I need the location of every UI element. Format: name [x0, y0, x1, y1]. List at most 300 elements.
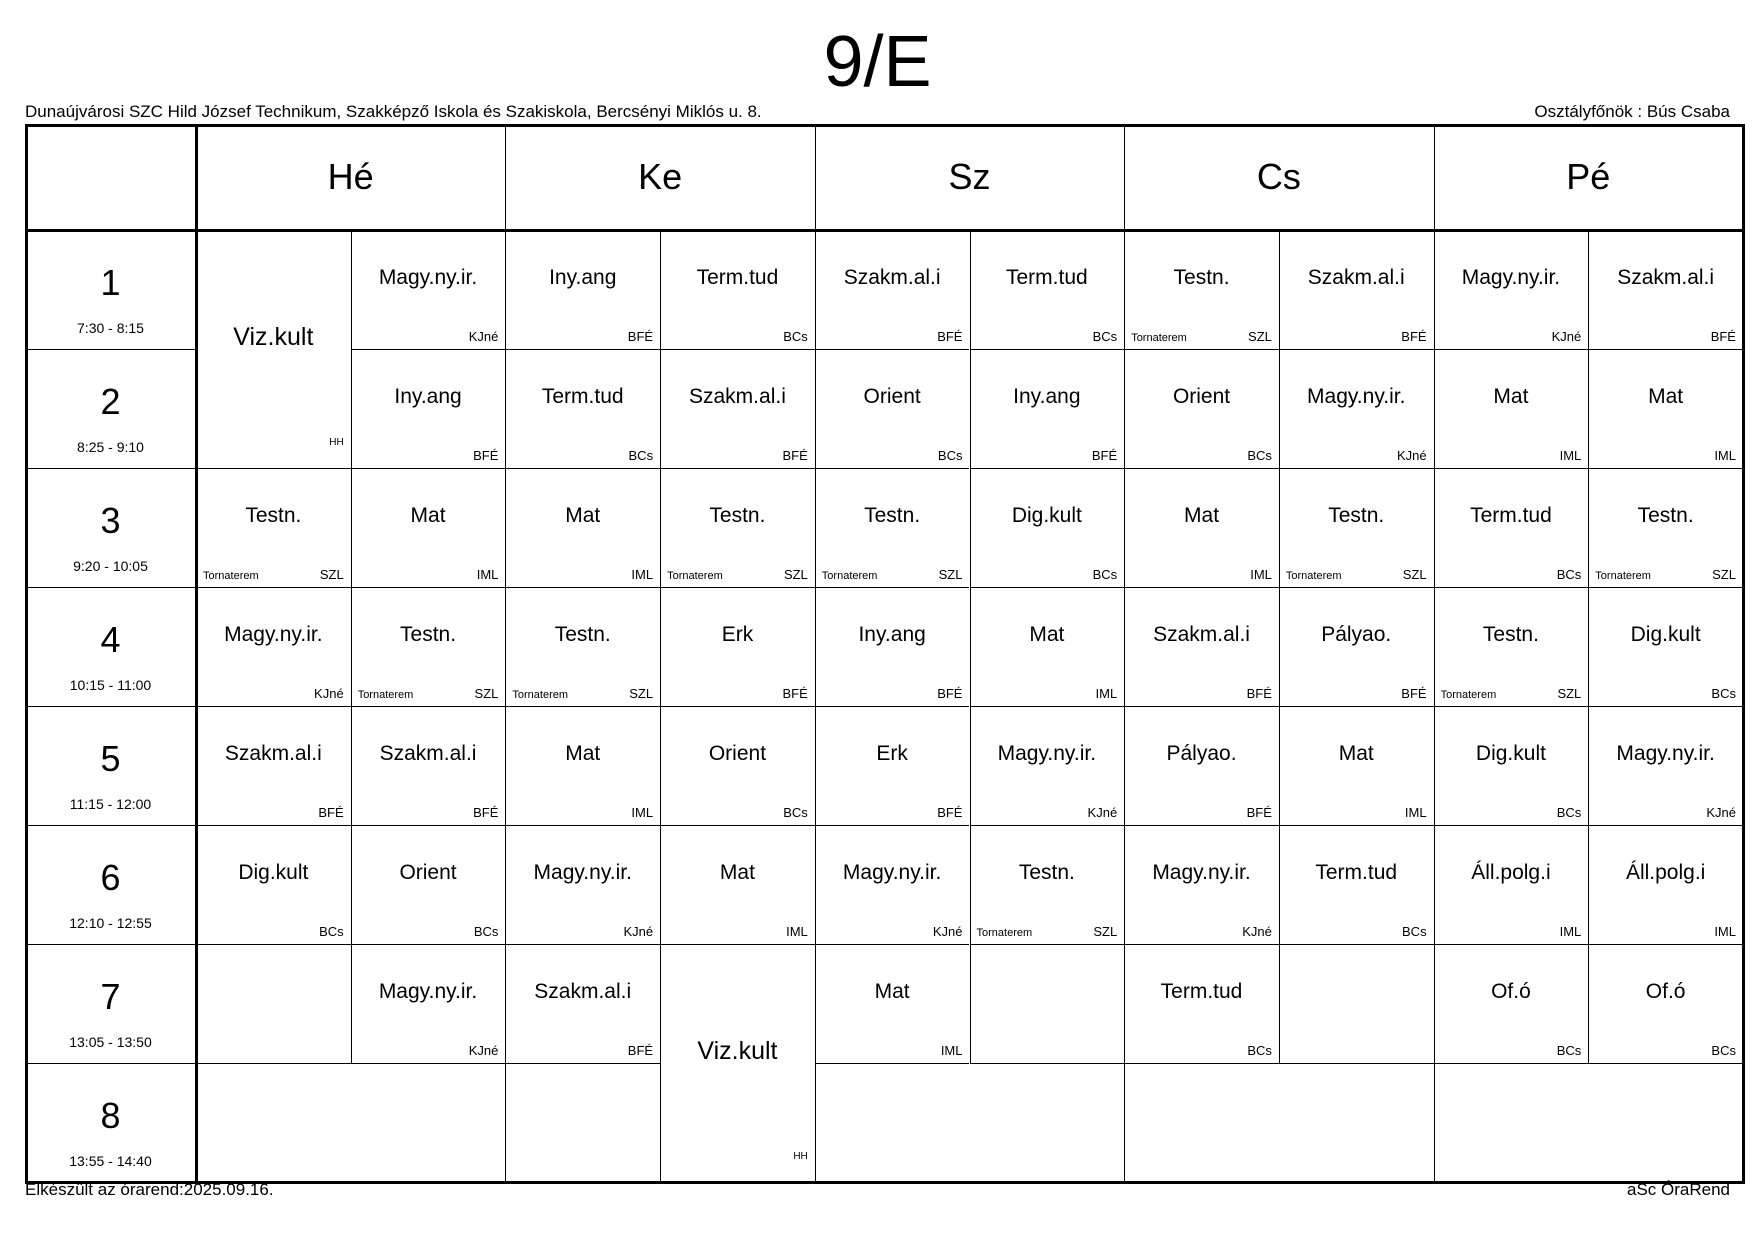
- row-separator: [1279, 468, 1434, 469]
- row-separator: [970, 349, 1125, 350]
- school-name: Dunaújvárosi SZC Hild József Technikum, Szakképző Iskola és Szakiskola, Bercsényi Miklós u. 8.: [25, 102, 762, 121]
- lesson-cell: [660, 825, 815, 944]
- lesson-subject: Szakm.al.i: [1153, 622, 1250, 646]
- lesson-cell: [1124, 587, 1279, 706]
- lesson-cell: [505, 944, 660, 1063]
- lesson-room: Tornaterem: [203, 570, 259, 582]
- row-separator: [1588, 825, 1743, 826]
- lesson-cell: [351, 468, 506, 587]
- period-row-separator: [25, 706, 196, 707]
- lesson-room: Tornaterem: [1131, 332, 1187, 344]
- half-column-separator: [1279, 825, 1280, 944]
- lesson-subject: Magy.ny.ir.: [1152, 860, 1251, 884]
- lesson-cell: [1588, 349, 1743, 468]
- lesson-teacher: BFÉ: [782, 448, 808, 463]
- lesson-cell: [1434, 706, 1589, 825]
- lesson-cell: [1279, 706, 1434, 825]
- lesson-teacher: IML: [1559, 448, 1582, 463]
- half-column-separator: [970, 706, 971, 825]
- period-column-separator: [195, 124, 198, 1182]
- lesson-subject: Testn.: [1637, 503, 1694, 527]
- lesson-subject: Erk: [721, 622, 754, 646]
- row-separator: [1279, 349, 1434, 350]
- lesson-cell: [1434, 349, 1589, 468]
- lesson-subject: Magy.ny.ir.: [533, 860, 632, 884]
- day-header-3: Cs: [1256, 156, 1301, 197]
- lesson-subject: Term.tud: [1160, 979, 1243, 1003]
- row-separator: [970, 706, 1125, 707]
- outer-border-left: [25, 124, 28, 1184]
- lesson-cell: [660, 706, 815, 825]
- row-separator: [351, 587, 506, 588]
- lesson-teacher: BCs: [1402, 924, 1427, 939]
- lesson-subject: Mat: [410, 503, 446, 527]
- lesson-cell: [815, 944, 970, 1063]
- lesson-room: Tornaterem: [1595, 570, 1651, 582]
- row-separator: [970, 468, 1125, 469]
- row-separator: [660, 706, 815, 707]
- lesson-subject: Dig.kult: [238, 860, 309, 884]
- half-column-separator: [970, 587, 971, 706]
- lesson-teacher: BFÉ: [473, 805, 499, 820]
- half-column-separator: [660, 230, 661, 349]
- row-separator: [505, 944, 660, 945]
- lesson-subject: Dig.kult: [1630, 622, 1701, 646]
- lesson-teacher: BCs: [1247, 1043, 1272, 1058]
- row-separator: [1124, 706, 1279, 707]
- lesson-subject: Magy.ny.ir.: [378, 265, 478, 289]
- row-separator: [660, 944, 815, 945]
- row-separator: [1434, 944, 1589, 945]
- lesson-teacher: BCs: [319, 924, 344, 939]
- lesson-cell: [505, 230, 660, 349]
- lesson-subject: Iny.ang: [394, 384, 462, 408]
- period-number: 6: [100, 857, 121, 898]
- day-separator: [815, 124, 816, 1182]
- lesson-teacher: SZL: [474, 686, 499, 701]
- lesson-subject: Mat: [1029, 622, 1065, 646]
- half-column-separator: [1279, 706, 1280, 825]
- period-time: 10:15 - 11:00: [69, 677, 152, 693]
- lesson-subject: Term.tud: [1315, 860, 1398, 884]
- lesson-subject: Viz.kult: [233, 323, 314, 351]
- lesson-cell: [1124, 468, 1279, 587]
- generated-date: Elkészült az órarend:2025.09.16.: [25, 1180, 274, 1199]
- lesson-teacher: SZL: [1093, 924, 1118, 939]
- row-separator: [1588, 587, 1743, 588]
- outer-border-top: [25, 124, 1743, 127]
- row-separator: [351, 1063, 506, 1064]
- half-column-separator: [970, 230, 971, 349]
- period-number: 8: [100, 1095, 121, 1136]
- lesson-teacher: SZL: [1712, 567, 1736, 582]
- half-column-separator: [351, 468, 352, 587]
- row-separator: [660, 587, 815, 588]
- lesson-cell: [196, 468, 351, 587]
- row-separator: [196, 825, 351, 826]
- lesson-room: Tornaterem: [976, 927, 1033, 939]
- lesson-subject: Term.tud: [1470, 503, 1552, 527]
- lesson-teacher: BFÉ: [473, 448, 499, 463]
- row-separator: [196, 468, 351, 469]
- period-number: 3: [100, 500, 121, 541]
- lesson-subject: Magy.ny.ir.: [1461, 265, 1561, 289]
- lesson-cell: [1434, 468, 1589, 587]
- lesson-subject: Szakm.al.i: [843, 265, 941, 289]
- lesson-teacher: IML: [786, 924, 808, 939]
- half-column-separator: [351, 944, 352, 1063]
- lesson-subject: Pályao.: [1321, 622, 1392, 646]
- row-separator: [351, 349, 506, 350]
- lesson-subject: Mat: [565, 741, 601, 765]
- lesson-subject: Erk: [876, 741, 908, 765]
- lesson-cell: [1588, 944, 1743, 1063]
- period-number: 1: [100, 262, 121, 303]
- period-row-separator: [25, 825, 196, 826]
- half-column-separator: [1588, 230, 1589, 349]
- lesson-teacher: BCs: [783, 805, 808, 820]
- lesson-cell: [351, 944, 506, 1063]
- lesson-subject: Orient: [1172, 384, 1231, 408]
- lesson-subject: Mat: [1338, 741, 1374, 765]
- lesson-cell: [351, 349, 506, 468]
- lesson-teacher: BFÉ: [1710, 329, 1736, 344]
- half-column-separator: [970, 349, 971, 468]
- half-column-separator: [1588, 349, 1589, 468]
- lesson-room: Tornaterem: [821, 570, 878, 582]
- row-separator: [505, 587, 660, 588]
- period-row-separator: [25, 1063, 196, 1064]
- half-column-separator: [660, 587, 661, 706]
- period-time: 13:55 - 14:40: [69, 1153, 152, 1169]
- row-separator: [196, 944, 351, 945]
- lesson-subject: Orient: [863, 384, 921, 408]
- lesson-teacher: BCs: [1711, 1043, 1736, 1058]
- lesson-teacher: KJné: [1551, 329, 1582, 344]
- lesson-teacher: BCs: [1247, 448, 1272, 463]
- row-separator: [1124, 587, 1279, 588]
- lesson-cell: [1279, 230, 1434, 349]
- lesson-cell: [660, 944, 815, 1182]
- lesson-subject: Pályao.: [1166, 741, 1237, 765]
- row-separator: [1279, 587, 1434, 588]
- lesson-teacher: BFÉ: [937, 805, 963, 820]
- lesson-cell: [505, 706, 660, 825]
- lesson-teacher: KJné: [468, 1043, 499, 1058]
- lesson-teacher: BFÉ: [937, 686, 963, 701]
- row-separator: [1588, 468, 1743, 469]
- lesson-subject: Term.tud: [1005, 265, 1088, 289]
- lesson-subject: Szakm.al.i: [689, 384, 786, 408]
- row-separator: [1124, 1063, 1279, 1064]
- row-separator: [1124, 468, 1279, 469]
- lesson-subject: Szakm.al.i: [1307, 265, 1405, 289]
- row-separator: [660, 468, 815, 469]
- lesson-cell: [660, 587, 815, 706]
- half-column-separator: [970, 468, 971, 587]
- lesson-cell: [351, 230, 506, 349]
- outer-border-bottom: [25, 1181, 1743, 1184]
- lesson-teacher: BFÉ: [1401, 686, 1427, 701]
- day-header-4: Pé: [1566, 156, 1611, 197]
- lesson-subject: Magy.ny.ir.: [378, 979, 478, 1003]
- lesson-room: Tornaterem: [667, 570, 723, 582]
- lesson-cell: [505, 587, 660, 706]
- day-separator: [1124, 124, 1125, 1182]
- row-separator: [351, 468, 506, 469]
- lesson-subject: Testn.: [864, 503, 921, 527]
- lesson-subject: Áll.polg.i: [1625, 860, 1706, 884]
- lesson-teacher: BFÉ: [937, 329, 963, 344]
- lesson-cell: [196, 706, 351, 825]
- lesson-cell: [505, 468, 660, 587]
- lesson-teacher: KJné: [468, 329, 499, 344]
- lesson-subject: Testn.: [709, 503, 766, 527]
- half-column-separator: [660, 825, 661, 944]
- lesson-subject: Mat: [1184, 503, 1220, 527]
- row-separator: [970, 1063, 1125, 1064]
- lesson-cell: [196, 587, 351, 706]
- row-separator: [1588, 944, 1743, 945]
- day-separator: [505, 124, 506, 1182]
- lesson-teacher: SZL: [1402, 567, 1427, 582]
- row-separator: [351, 944, 506, 945]
- header-separator: [25, 229, 1743, 232]
- period-row-separator: [25, 587, 196, 588]
- lesson-teacher: SZL: [1248, 329, 1272, 344]
- lesson-cell: [1588, 468, 1743, 587]
- lesson-cell: [660, 468, 815, 587]
- lesson-subject: Mat: [874, 979, 910, 1003]
- row-separator: [1434, 1063, 1589, 1064]
- lesson-subject: Mat: [1493, 384, 1529, 408]
- half-column-separator: [1279, 587, 1280, 706]
- lesson-subject: Dig.kult: [1475, 741, 1546, 765]
- lesson-teacher: IML: [1714, 924, 1736, 939]
- lesson-cell: [1279, 587, 1434, 706]
- period-number: 5: [100, 738, 121, 779]
- period-row-separator: [25, 349, 196, 350]
- outer-border-right: [1742, 124, 1745, 1184]
- row-separator: [970, 825, 1125, 826]
- half-column-separator: [970, 825, 971, 944]
- row-separator: [1434, 587, 1589, 588]
- lesson-cell: [351, 825, 506, 944]
- lesson-cell: [815, 587, 970, 706]
- period-time: 13:05 - 13:50: [69, 1034, 152, 1050]
- lesson-cell: [1279, 468, 1434, 587]
- lesson-subject: Dig.kult: [1011, 503, 1082, 527]
- row-separator: [815, 468, 970, 469]
- lesson-subject: Szakm.al.i: [224, 741, 322, 765]
- lesson-teacher: BFÉ: [318, 805, 344, 820]
- period-number: 4: [100, 619, 121, 660]
- row-separator: [1279, 1063, 1434, 1064]
- lesson-cell: [196, 230, 351, 468]
- lesson-teacher: KJné: [1087, 805, 1118, 820]
- lesson-teacher: KJné: [932, 924, 963, 939]
- lesson-cell: [1279, 349, 1434, 468]
- lesson-teacher: BFÉ: [1091, 448, 1118, 463]
- lesson-teacher: SZL: [938, 567, 963, 582]
- lesson-teacher: IML: [1714, 448, 1736, 463]
- half-column-separator: [1588, 468, 1589, 587]
- lesson-cell: [970, 706, 1125, 825]
- lesson-teacher: SZL: [319, 567, 344, 582]
- lesson-cell: [505, 349, 660, 468]
- row-separator: [970, 944, 1125, 945]
- lesson-teacher: BCs: [1556, 567, 1582, 582]
- period-number: 7: [100, 976, 121, 1017]
- lesson-room: Tornaterem: [357, 689, 414, 701]
- row-separator: [1434, 706, 1589, 707]
- lesson-teacher: SZL: [783, 567, 808, 582]
- row-separator: [1434, 825, 1589, 826]
- half-column-separator: [1279, 944, 1280, 1063]
- half-column-separator: [351, 230, 352, 349]
- lesson-subject: Magy.ny.ir.: [1616, 741, 1715, 765]
- half-column-separator: [1588, 825, 1589, 944]
- software-credit: aSc ÓraRend: [1627, 1180, 1730, 1199]
- lesson-teacher: BFÉ: [1246, 805, 1272, 820]
- row-separator: [351, 706, 506, 707]
- lesson-cell: [815, 230, 970, 349]
- lesson-cell: [970, 230, 1125, 349]
- lesson-subject: Of.ó: [1491, 979, 1531, 1003]
- row-separator: [505, 349, 660, 350]
- lesson-cell: [970, 468, 1125, 587]
- lesson-subject: Mat: [1648, 384, 1684, 408]
- lesson-teacher: BCs: [1092, 329, 1118, 344]
- lesson-teacher: BFÉ: [1246, 686, 1272, 701]
- row-separator: [196, 587, 351, 588]
- row-separator: [505, 825, 660, 826]
- lesson-subject: Testn.: [554, 622, 611, 646]
- half-column-separator: [660, 706, 661, 825]
- day-header-0: Hé: [327, 156, 374, 197]
- lesson-cell: [1434, 825, 1589, 944]
- lesson-subject: Viz.kult: [697, 1037, 778, 1065]
- lesson-cell: [815, 468, 970, 587]
- half-column-separator: [1279, 468, 1280, 587]
- period-time: 11:15 - 12:00: [69, 796, 152, 812]
- class-title: 9/E: [823, 22, 932, 102]
- lesson-cell: [1124, 825, 1279, 944]
- row-separator: [505, 468, 660, 469]
- lesson-cell: [815, 349, 970, 468]
- lesson-teacher: KJné: [1396, 448, 1427, 463]
- row-separator: [1588, 349, 1743, 350]
- lesson-teacher: BCs: [628, 448, 654, 463]
- row-separator: [815, 587, 970, 588]
- lesson-teacher: IML: [1404, 805, 1427, 820]
- lesson-subject: Magy.ny.ir.: [1307, 384, 1406, 408]
- row-separator: [351, 825, 506, 826]
- lesson-cell: [815, 706, 970, 825]
- row-separator: [660, 349, 815, 350]
- period-row-separator: [25, 944, 196, 945]
- row-separator: [970, 587, 1125, 588]
- lesson-cell: [351, 587, 506, 706]
- row-separator: [1434, 468, 1589, 469]
- lesson-subject: Iny.ang: [1013, 384, 1081, 408]
- lesson-subject: Mat: [719, 860, 755, 884]
- row-separator: [1588, 1063, 1743, 1064]
- lesson-teacher: BCs: [783, 329, 808, 344]
- lesson-teacher: KJné: [1706, 805, 1736, 820]
- lesson-teacher: SZL: [629, 686, 654, 701]
- lesson-subject: Of.ó: [1645, 979, 1686, 1003]
- day-header-1: Ke: [638, 156, 683, 197]
- lesson-subject: Magy.ny.ir.: [997, 741, 1097, 765]
- half-column-separator: [351, 825, 352, 944]
- row-separator: [660, 825, 815, 826]
- row-separator: [196, 1063, 351, 1064]
- lesson-subject: Testn.: [1018, 860, 1075, 884]
- half-column-separator: [1588, 587, 1589, 706]
- lesson-subject: Iny.ang: [858, 622, 926, 646]
- lesson-cell: [1588, 230, 1743, 349]
- row-separator: [196, 706, 351, 707]
- row-separator: [1124, 825, 1279, 826]
- lesson-subject: Szakm.al.i: [1617, 265, 1715, 289]
- lesson-teacher: IML: [631, 805, 654, 820]
- lesson-subject: Term.tud: [541, 384, 624, 408]
- lesson-room: Tornaterem: [1440, 689, 1497, 701]
- lesson-subject: Testn.: [1328, 503, 1385, 527]
- lesson-subject: Testn.: [1482, 622, 1539, 646]
- lesson-subject: Áll.polg.i: [1471, 860, 1551, 884]
- lesson-teacher: HH: [793, 1151, 808, 1162]
- lesson-subject: Szakm.al.i: [534, 979, 632, 1003]
- lesson-teacher: BCs: [1556, 1043, 1582, 1058]
- lesson-cell: [1588, 706, 1743, 825]
- lesson-cell: [660, 349, 815, 468]
- lesson-cell: [505, 825, 660, 944]
- row-separator: [1124, 944, 1279, 945]
- lesson-teacher: IML: [631, 567, 654, 582]
- lesson-teacher: IML: [1559, 924, 1582, 939]
- lesson-teacher: BFÉ: [1401, 329, 1427, 344]
- lesson-teacher: BCs: [1711, 686, 1736, 701]
- period-time: 12:10 - 12:55: [69, 915, 152, 931]
- lesson-cell: [660, 230, 815, 349]
- lesson-cell: [1279, 825, 1434, 944]
- period-time: 9:20 - 10:05: [73, 558, 148, 574]
- lesson-cell: [1124, 230, 1279, 349]
- lesson-teacher: BCs: [1092, 567, 1118, 582]
- lesson-cell: [970, 587, 1125, 706]
- lesson-cell: [1588, 825, 1743, 944]
- row-separator: [1434, 349, 1589, 350]
- lesson-teacher: BFÉ: [627, 1043, 654, 1058]
- lesson-teacher: BCs: [473, 924, 499, 939]
- lesson-cell: [1124, 944, 1279, 1063]
- lesson-teacher: HH: [329, 437, 344, 448]
- period-time: 7:30 - 8:15: [77, 320, 144, 336]
- lesson-teacher: IML: [476, 567, 499, 582]
- half-column-separator: [660, 944, 661, 1063]
- lesson-teacher: BFÉ: [782, 686, 808, 701]
- lesson-cell: [1124, 349, 1279, 468]
- lesson-subject: Testn.: [1173, 265, 1230, 289]
- row-separator: [815, 944, 970, 945]
- row-separator: [505, 706, 660, 707]
- lesson-teacher: SZL: [1557, 686, 1582, 701]
- row-separator: [1588, 706, 1743, 707]
- lesson-subject: Mat: [565, 503, 601, 527]
- row-separator: [1124, 349, 1279, 350]
